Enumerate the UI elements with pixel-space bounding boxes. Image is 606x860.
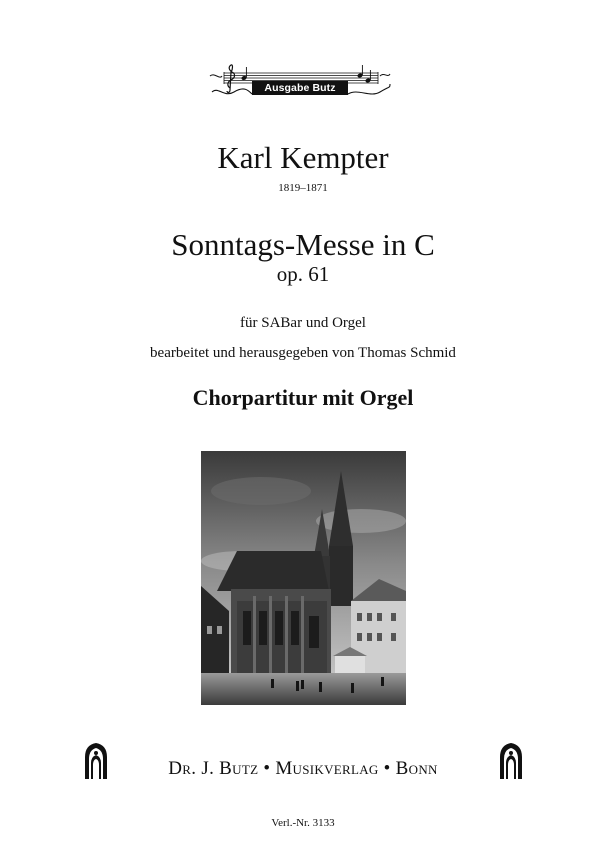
composer-dates: 1819–1871: [278, 182, 328, 194]
catalog-number: Verl.-Nr. 3133: [271, 817, 335, 829]
publisher-logo: [208, 62, 392, 106]
composer-name: Karl Kempter: [217, 140, 389, 175]
work-title: Sonntags-Messe in C: [171, 227, 435, 262]
cathedral-engraving: [201, 451, 406, 705]
editor-line: bearbeitet und herausgegeben von Thomas Schmid: [150, 345, 456, 361]
edition-type: Chorpartitur mit Orgel: [192, 385, 414, 410]
scoring-line: für SABar und Orgel: [240, 315, 366, 331]
opus-number: op. 61: [276, 262, 330, 286]
publisher-line: Dr. J. Butz • Musikverlag • Bonn: [168, 758, 438, 779]
logo-label: Ausgabe Butz: [252, 81, 348, 95]
